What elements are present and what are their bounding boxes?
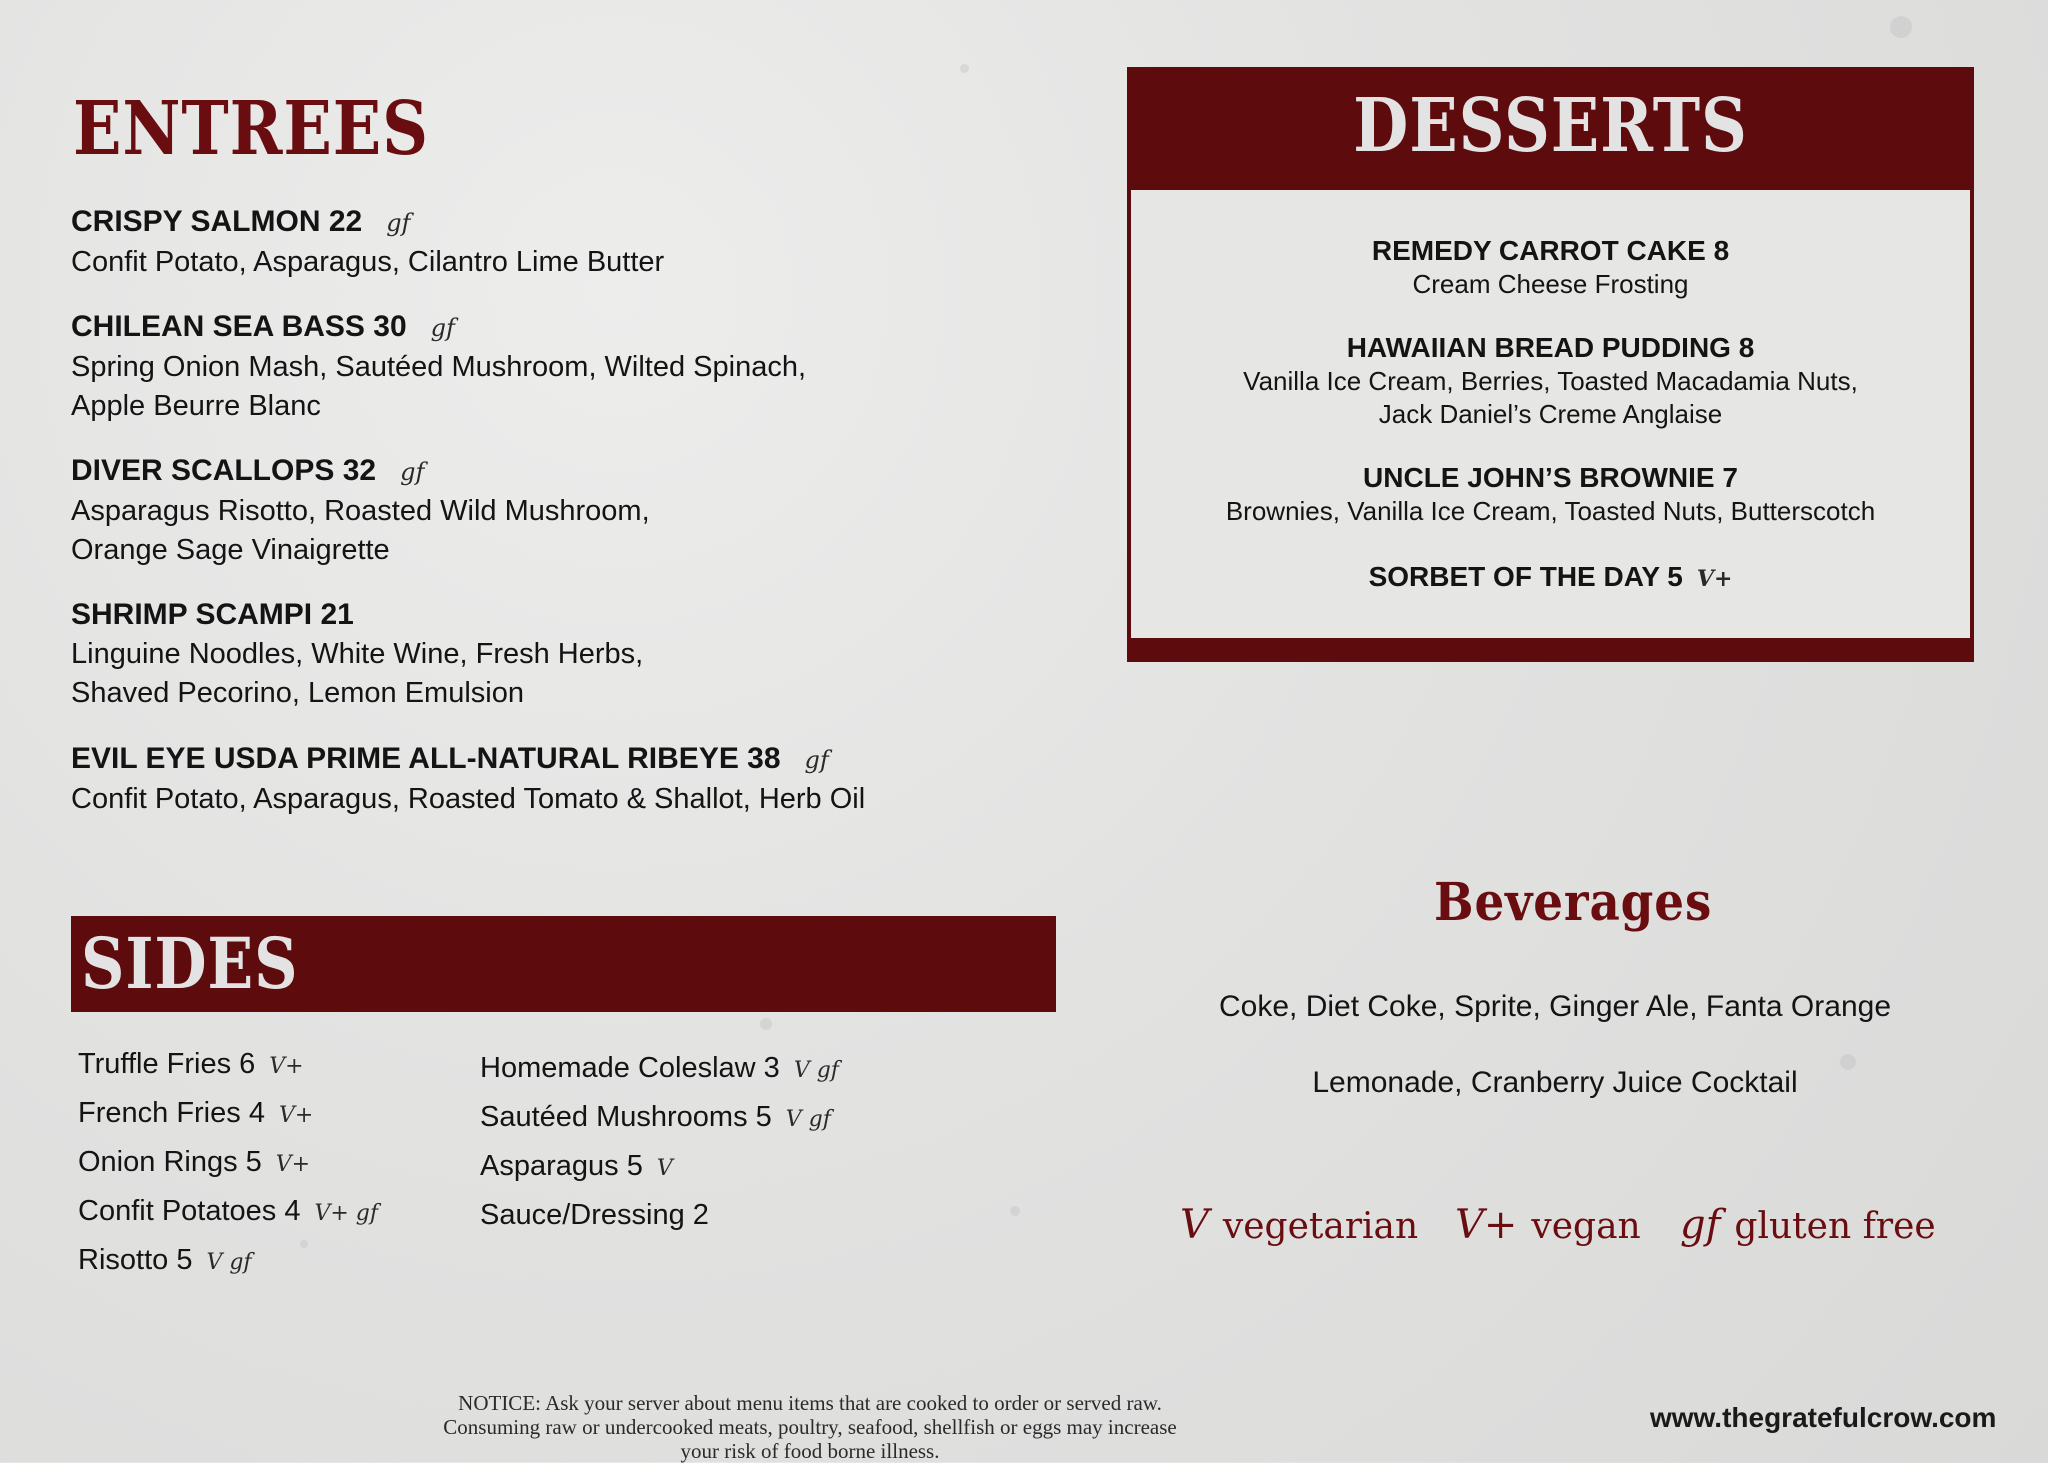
entree-name (71, 202, 971, 243)
gluten-free-tag: gf (430, 314, 455, 342)
website-link[interactable]: www.thegratefulcrow.com (1650, 1402, 1997, 1433)
food-safety-notice (430, 1391, 1190, 1463)
entree-item (71, 307, 971, 426)
dessert-item (1131, 331, 1970, 431)
dessert-name (1131, 560, 1970, 596)
notice-line: NOTICE: Ask your server about menu items that are cooked to order or served raw. (458, 1391, 1162, 1415)
sides-title: SIDES (81, 922, 299, 1005)
entree-item (71, 739, 971, 819)
side-label: Asparagus 5 (480, 1150, 643, 1182)
dessert-item (1131, 461, 1970, 528)
side-item (78, 1191, 378, 1234)
side-item (480, 1146, 673, 1189)
gluten-free-tag: gf (804, 746, 829, 774)
side-label: Sauce/Dressing 2 (480, 1199, 709, 1231)
side-item (480, 1048, 839, 1091)
entree-description: Apple Beurre Blanc (71, 390, 321, 422)
side-label: French Fries 4 (78, 1097, 265, 1129)
legend-label: vegan (1531, 1206, 1641, 1247)
entree-description: Asparagus Risotto, Roasted Wild Mushroom, (71, 495, 650, 527)
diet-tag: V gf (793, 1058, 839, 1083)
entree-item (71, 451, 971, 570)
vegetarian-icon: V (1180, 1202, 1209, 1248)
beverages-title: Beverages (1434, 872, 1713, 933)
texture-speck (1010, 1206, 1020, 1216)
gluten-free-tag: gf (386, 209, 411, 237)
entree-description: Linguine Noodles, White Wine, Fresh Herbs, (71, 638, 644, 670)
vegan-icon: V+ (1455, 1202, 1518, 1248)
diet-tag: V (656, 1156, 673, 1181)
legend-label: vegetarian (1222, 1206, 1419, 1247)
side-label: Confit Potatoes 4 (78, 1195, 301, 1227)
texture-speck (300, 1240, 308, 1248)
notice-line: Consuming raw or undercooked meats, poultry, seafood, shellfish or eggs may increase your risk of food borne illness. (443, 1415, 1177, 1463)
side-label: Sautéed Mushrooms 5 (480, 1101, 772, 1133)
side-item (78, 1240, 252, 1283)
entree-name-text: DIVER SCALLOPS 32 (71, 454, 377, 487)
texture-speck (760, 1018, 772, 1030)
entree-description: Shaved Pecorino, Lemon Emulsion (71, 677, 524, 709)
diet-tag: V gf (206, 1250, 252, 1275)
entree-name-text: CHILEAN SEA BASS 30 (71, 310, 407, 343)
diet-tag: V+ (275, 1152, 311, 1177)
legend-vegetarian (1180, 1202, 1418, 1248)
entree-name (71, 307, 971, 348)
entree-name (71, 595, 971, 635)
side-label: Homemade Coleslaw 3 (480, 1052, 780, 1084)
dessert-item (1131, 234, 1970, 301)
legend-label: gluten free (1734, 1206, 1936, 1247)
diet-tag: V gf (785, 1107, 831, 1132)
side-label: Truffle Fries 6 (78, 1048, 256, 1080)
diet-tag: V+ (278, 1103, 314, 1128)
dessert-description: Brownies, Vanilla Ice Cream, Toasted Nuts, Butterscotch (1225, 496, 1876, 526)
gluten-free-tag: gf (400, 458, 425, 486)
dessert-item (1131, 560, 1970, 596)
entree-description: Confit Potato, Asparagus, Cilantro Lime Butter (71, 246, 665, 278)
diet-tag: V+ gf (314, 1201, 379, 1226)
side-item (78, 1093, 313, 1136)
entree-name (71, 739, 971, 780)
texture-speck (1890, 16, 1912, 38)
entree-description: Confit Potato, Asparagus, Roasted Tomato & Shallot, Herb Oil (71, 783, 866, 815)
entrees-title: ENTREES (73, 86, 429, 172)
entree-item (71, 202, 971, 282)
legend-vegan (1455, 1202, 1641, 1248)
dessert-name: HAWAIIAN BREAD PUDDING 8 (1346, 332, 1755, 363)
dessert-name-text: SORBET OF THE DAY 5 (1368, 561, 1683, 592)
side-label: Risotto 5 (78, 1244, 193, 1276)
dessert-description: Vanilla Ice Cream, Berries, Toasted Macadamia Nuts, (1243, 366, 1858, 396)
dessert-description: Jack Daniel’s Creme Anglaise (1378, 399, 1723, 429)
gluten-free-icon: gf (1680, 1202, 1721, 1248)
entree-name (71, 451, 971, 492)
diet-tag: V+ (269, 1054, 304, 1079)
dessert-name: REMEDY CARROT CAKE 8 (1371, 235, 1730, 266)
side-item (480, 1097, 831, 1140)
sides-header-band (71, 916, 1056, 1012)
texture-speck (960, 64, 969, 73)
dessert-name: UNCLE JOHN’S BROWNIE 7 (1363, 462, 1738, 493)
dessert-description: Cream Cheese Frosting (1412, 269, 1689, 299)
legend-gluten-free (1680, 1202, 1936, 1248)
side-item (78, 1142, 310, 1185)
side-label: Onion Rings 5 (78, 1146, 262, 1178)
side-item (78, 1044, 304, 1087)
entree-item (71, 595, 971, 713)
entree-name-text: SHRIMP SCAMPI 21 (71, 598, 354, 631)
side-item (480, 1195, 709, 1235)
entree-description: Orange Sage Vinaigrette (71, 534, 390, 566)
desserts-title: DESSERTS (1353, 83, 1748, 169)
beverage-line: Coke, Diet Coke, Sprite, Ginger Ale, Fanta Orange (1219, 990, 1891, 1023)
beverage-line: Lemonade, Cranberry Juice Cocktail (1312, 1066, 1798, 1099)
entree-name-text: EVIL EYE USDA PRIME ALL-NATURAL RIBEYE 38 (71, 742, 781, 775)
entree-name-text: CRISPY SALMON 22 (71, 205, 363, 238)
vegan-tag: V+ (1696, 566, 1733, 592)
entree-description: Spring Onion Mash, Sautéed Mushroom, Wilted Spinach, (71, 351, 807, 383)
